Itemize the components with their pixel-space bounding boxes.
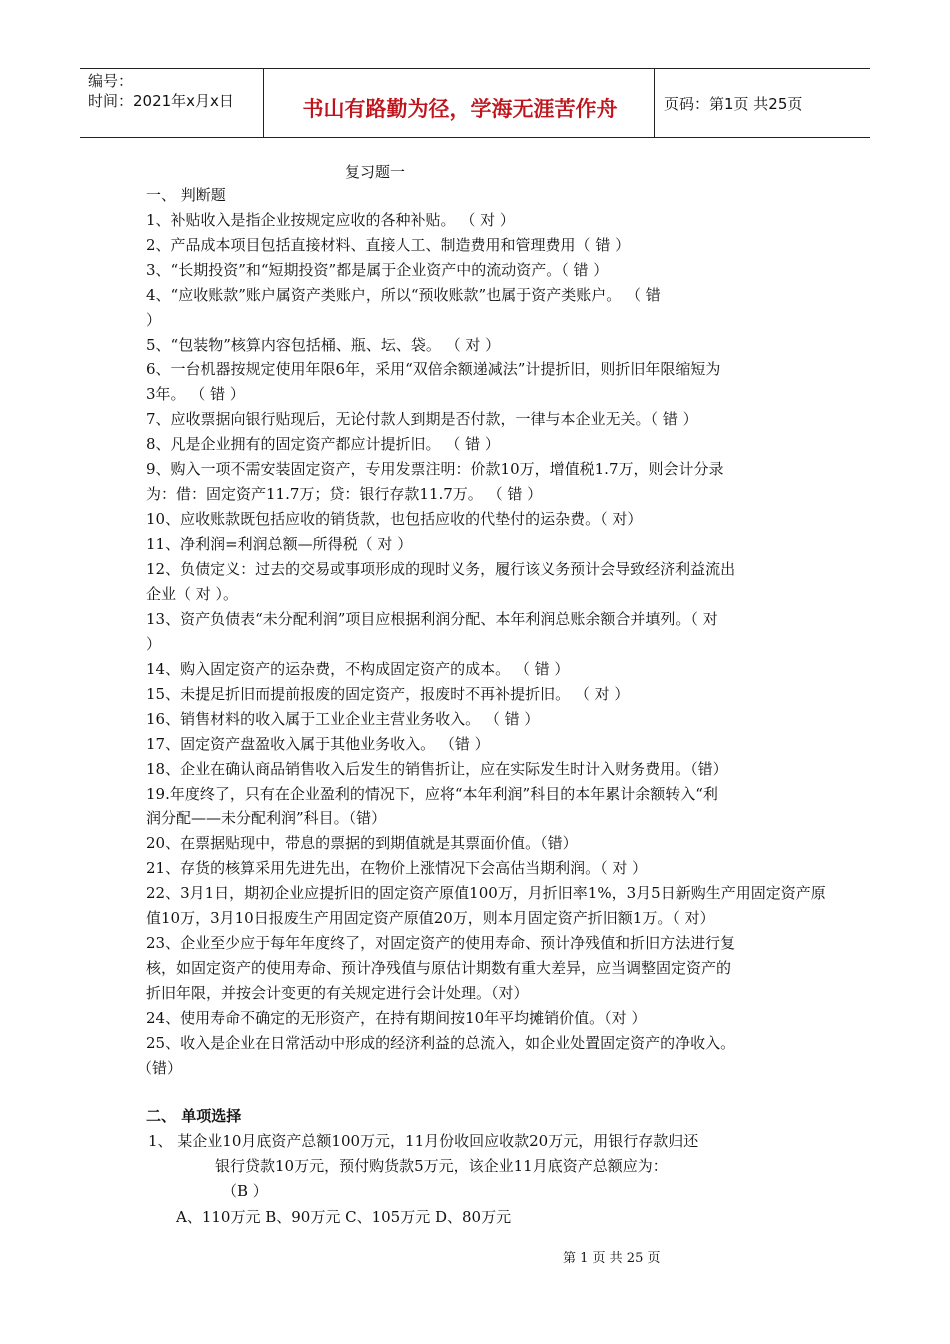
question-line: ） [146,635,162,653]
header-divider [654,69,655,137]
date-label: 时间：2021年x月x日 [88,92,234,110]
question-line: 1、补贴收入是指企业按规定应收的各种补贴。 （ 对 ） [146,211,515,229]
question-line: 18、企业在确认商品销售收入后发生的销售折让，应在实际发生时计入财务费用。（错） [146,760,728,778]
question-line: 1、 某企业10月底资产总额100万元，11月份收回应收款20万元，用银行存款归还 [148,1132,699,1150]
question-line: 17、固定资产盘盈收入属于其他业务收入。 （错 ） [146,735,490,753]
question-line: 企业（ 对 ）。 [146,585,239,603]
question-line: （错） [137,1059,183,1077]
question-line: ） [146,311,162,329]
question-line: 12、负债定义：过去的交易或事项形成的现时义务，履行该义务预计会导致经济利益流出 [146,560,736,578]
question-line: 23、企业至少应于每年年度终了，对固定资产的使用寿命、预计净残值和折旧方法进行复 [146,934,736,952]
question-line: 润分配——未分配利润”科目。（错） [146,809,387,827]
question-line: 4、“应收账款”账户属资产类账户，所以“预收账款”也属于资产类账户。 （ 错 [146,286,661,304]
question-line: 8、凡是企业拥有的固定资产都应计提折旧。 （ 错 ） [146,435,500,453]
question-line: 银行贷款10万元，预付购货款5万元，该企业11月底资产总额应为： [215,1157,668,1175]
doc-title: 复习题一 [345,163,406,181]
question-line: 16、销售材料的收入属于工业企业主营业务收入。 （ 错 ） [146,710,540,728]
question-line: 13、资产负债表“未分配利润”项目应根据利润分配、本年利润总账余额合并填列。（ 对 [146,610,718,628]
question-line: 14、购入固定资产的运杂费，不构成固定资产的成本。 （ 错 ） [146,660,570,678]
question-line: 24、使用寿命不确定的无形资产，在持有期间按10年平均摊销价值。（对 ） [146,1009,647,1027]
section-heading: 一、 判断题 [146,186,226,204]
question-line: 11、净利润=利润总额—所得税（ 对 ） [146,535,413,553]
question-line: 3、“长期投资”和“短期投资”都是属于企业资产中的流动资产。（ 错 ） [146,261,609,279]
question-line: 为：借：固定资产11.7万；贷：银行存款11.7万。 （ 错 ） [146,485,543,503]
question-line: 25、收入是企业在日常活动中形成的经济利益的总流入，如企业处置固定资产的净收入。 [146,1034,736,1052]
question-line: 核，如固定资产的使用寿命、预计净残值与原估计期数有重大差异，应当调整固定资产的 [146,959,732,977]
question-line: 20、在票据贴现中，带息的票据的到期值就是其票面价值。（错） [146,834,578,852]
question-line: 值10万，3月10日报废生产用固定资产原值20万，则本月固定资产折旧额1万。（ 对） [146,909,715,927]
question-line: 9、购入一项不需安装固定资产，专用发票注明：价款10万，增值税1.7万，则会计分录 [146,460,724,478]
page-label: 页码：第1页 共25页 [664,95,803,113]
question-line: 折旧年限，并按会计变更的有关规定进行会计处理。（对） [146,984,529,1002]
question-line: 3年。 （ 错 ） [146,385,245,403]
page-footer: 第 1 页 共 25 页 [563,1251,661,1266]
header-divider [263,69,264,137]
question-line: 21、存货的核算采用先进先出，在物价上涨情况下会高估当期利润。（ 对 ） [146,859,648,877]
question-line: 7、应收票据向银行贴现后，无论付款人到期是否付款，一律与本企业无关。（ 错 ） [146,410,698,428]
question-line: 10、应收账款既包括应收的销货款，也包括应收的代垫付的运杂费。（ 对） [146,510,643,528]
question-line: 6、一台机器按规定使用年限6年，采用“双倍余额递减法”计提折旧，则折旧年限缩短为 [146,360,721,378]
question-line: 2、产品成本项目包括直接材料、直接人工、制造费用和管理费用（ 错 ） [146,236,631,254]
question-line: 15、未提足折旧而提前报废的固定资产，报废时不再补提折旧。 （ 对 ） [146,685,630,703]
header-motto: 书山有路勤为径，学海无涯苦作舟 [302,97,618,121]
option-list: A、110万元 B、90万元 C、105万元 D、80万元 [176,1208,512,1226]
answer-text: （B ） [222,1182,268,1200]
question-line: 5、“包装物”核算内容包括桶、瓶、坛、袋。 （ 对 ） [146,336,501,354]
question-line: 22、3月1日，期初企业应提折旧的固定资产原值100万，月折旧率1%，3月5日新购生产用固定资产原 [146,884,826,902]
section-heading: 二、 单项选择 [146,1107,242,1125]
header-left [88,71,234,111]
question-line: 19.年度终了，只有在企业盈利的情况下，应将“本年利润”科目的本年累计余额转入“利 [146,785,718,803]
code-label: 编号： [88,72,134,90]
header-table [80,68,870,138]
